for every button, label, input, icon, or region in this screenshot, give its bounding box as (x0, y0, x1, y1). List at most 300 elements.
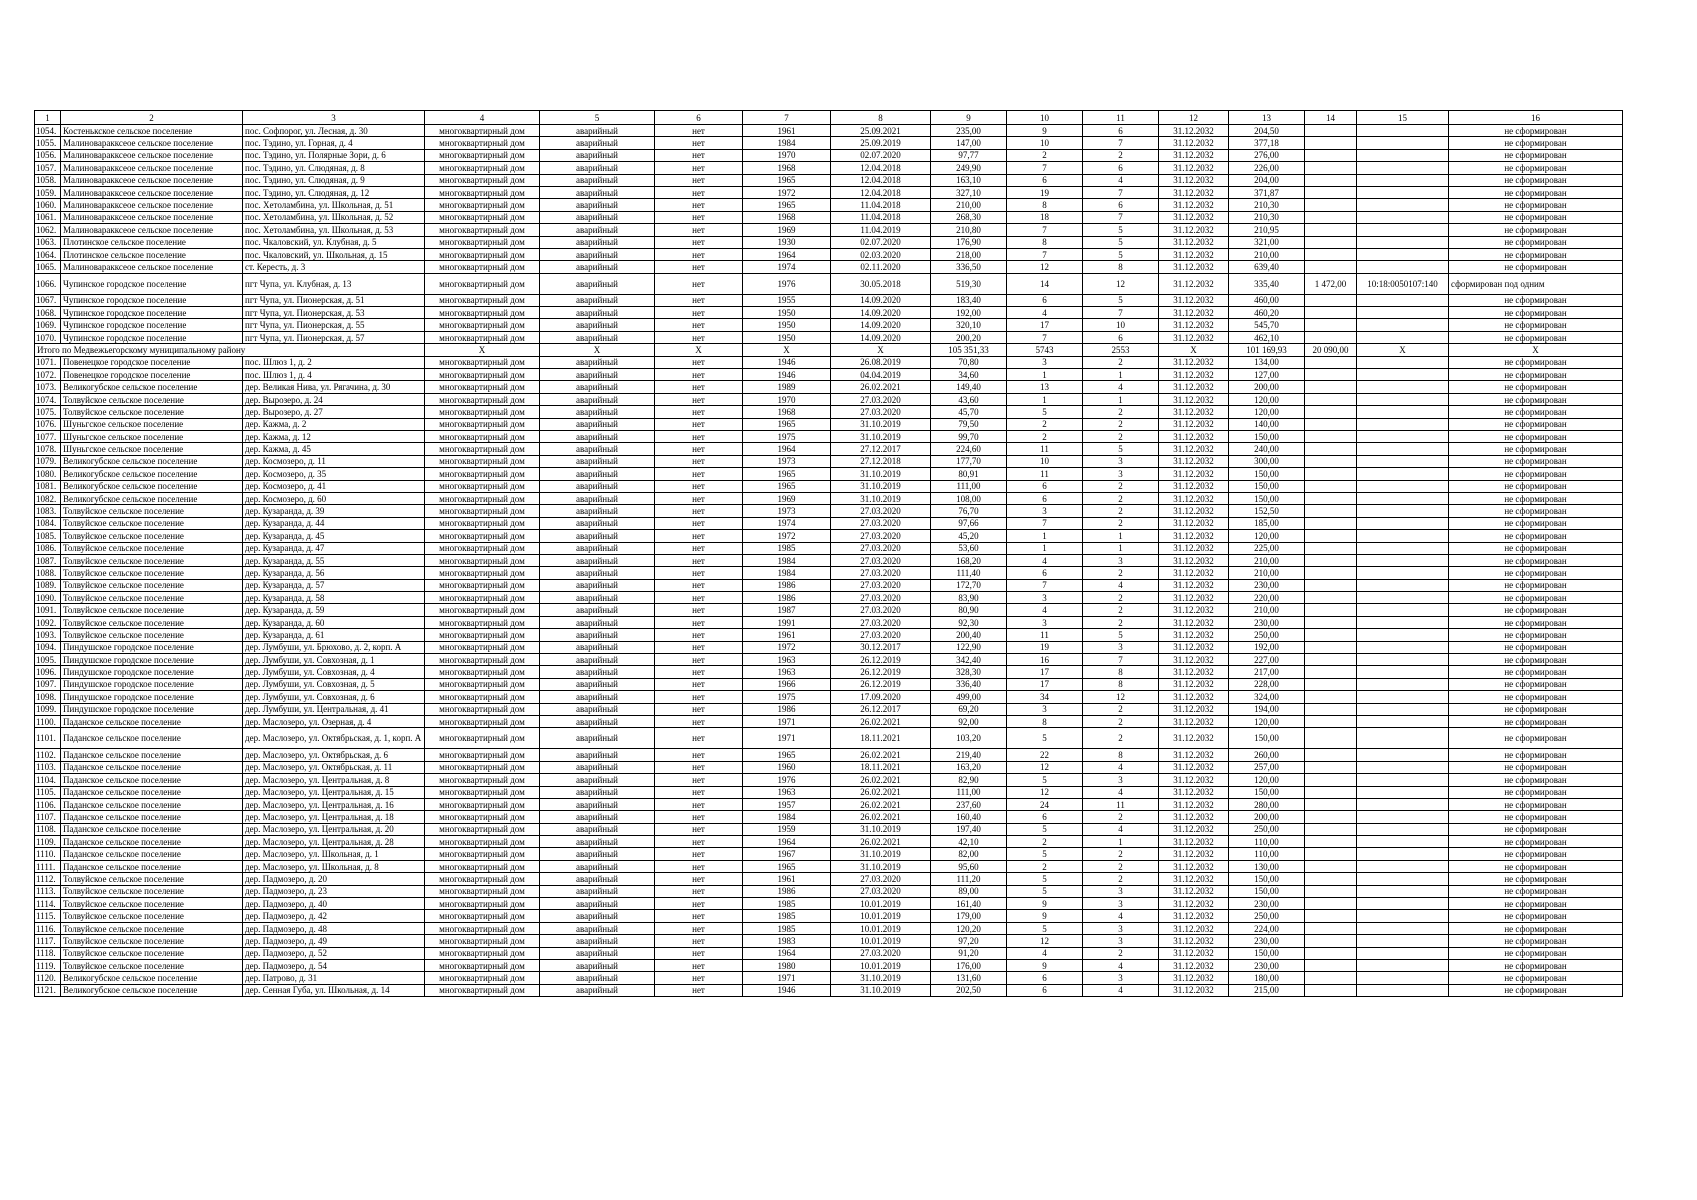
cell-cost: 204,00 (1229, 174, 1305, 186)
cell-row-number: 1091. (35, 604, 61, 616)
cell-col-6-flag: нет (655, 786, 743, 798)
cell-recognition-date: 10.01.2019 (831, 910, 931, 922)
cell-address: дер. Маслозеро, ул. Центральная, д. 8 (243, 774, 425, 786)
cell-cost: 152,50 (1229, 505, 1305, 517)
cell-condition: аварийный (540, 149, 655, 161)
cell-settlement: Великогубское сельское поселение (61, 492, 243, 504)
cell-residents: 5 (1007, 823, 1083, 835)
cell-condition: аварийный (540, 715, 655, 727)
cell-apartments: 2 (1083, 616, 1159, 628)
cell-recognition-date: 02.07.2020 (831, 236, 931, 248)
cell-settlement: Чупинское городское поселение (61, 294, 243, 306)
cell-building-type: многоквартирный дом (425, 273, 540, 294)
cell-land-status: не сформирован (1449, 224, 1623, 236)
cell-planned-date: 31.12.2032 (1159, 960, 1229, 972)
table-row (35, 393, 1623, 405)
cell-cost: 230,00 (1229, 616, 1305, 628)
cell-settlement: Толвуйское сельское поселение (61, 922, 243, 934)
cell-condition: аварийный (540, 836, 655, 848)
cell-recognition-date: 02.03.2020 (831, 248, 931, 260)
cell-col-6-flag: нет (655, 186, 743, 198)
cell-land-area (1305, 319, 1357, 331)
cell-col-6-flag: нет (655, 480, 743, 492)
cell-planned-date: 31.12.2032 (1159, 369, 1229, 381)
total-planned-date: X (1159, 344, 1229, 356)
cell-planned-date: 31.12.2032 (1159, 248, 1229, 260)
cell-row-number: 1062. (35, 224, 61, 236)
cell-condition: аварийный (540, 505, 655, 517)
cell-land-area (1305, 728, 1357, 749)
cell-condition: аварийный (540, 960, 655, 972)
table-row (35, 728, 1623, 749)
cell-cost: 460,00 (1229, 294, 1305, 306)
cell-col-6-flag: нет (655, 691, 743, 703)
cell-condition: аварийный (540, 406, 655, 418)
cell-recognition-date: 18.11.2021 (831, 728, 931, 749)
cell-row-number: 1082. (35, 492, 61, 504)
cell-cost: 240,00 (1229, 443, 1305, 455)
cell-apartments: 8 (1083, 749, 1159, 761)
cell-col-6-flag: нет (655, 319, 743, 331)
cell-condition: аварийный (540, 629, 655, 641)
cell-residents: 22 (1007, 749, 1083, 761)
cell-recognition-date: 27.03.2020 (831, 393, 931, 405)
cell-land-area (1305, 149, 1357, 161)
cell-settlement: Повенецкое городское поселение (61, 369, 243, 381)
cell-residents: 7 (1007, 579, 1083, 591)
cell-land-status: не сформирован (1449, 517, 1623, 529)
cell-recognition-date: 26.02.2021 (831, 715, 931, 727)
cell-condition: аварийный (540, 381, 655, 393)
cell-address: дер. Кажма, д. 2 (243, 418, 425, 430)
cell-year-built: 1965 (743, 418, 831, 430)
cell-apartments: 8 (1083, 261, 1159, 273)
cell-planned-date: 31.12.2032 (1159, 331, 1229, 343)
cell-settlement: Паданское сельское поселение (61, 798, 243, 810)
cell-land-status: не сформирован (1449, 505, 1623, 517)
cell-cost: 110,00 (1229, 848, 1305, 860)
cell-land-status: не сформирован (1449, 885, 1623, 897)
cell-area: 53,60 (931, 542, 1007, 554)
cell-row-number: 1065. (35, 261, 61, 273)
cell-cost: 150,00 (1229, 480, 1305, 492)
cell-cost: 639,40 (1229, 261, 1305, 273)
cell-land-area (1305, 455, 1357, 467)
total-year-built: X (743, 344, 831, 356)
cell-row-number: 1086. (35, 542, 61, 554)
cell-recognition-date: 30.05.2018 (831, 273, 931, 294)
cell-residents: 2 (1007, 149, 1083, 161)
cell-building-type: многоквартирный дом (425, 898, 540, 910)
cell-row-number: 1119. (35, 960, 61, 972)
cell-planned-date: 31.12.2032 (1159, 910, 1229, 922)
cell-col-6-flag: нет (655, 468, 743, 480)
cell-cost: 324,00 (1229, 691, 1305, 703)
cell-cost: 224,00 (1229, 922, 1305, 934)
cell-area: 91,20 (931, 947, 1007, 959)
cell-land-area (1305, 418, 1357, 430)
cell-row-number: 1096. (35, 666, 61, 678)
cell-area: 210,00 (931, 199, 1007, 211)
cell-cadastral-number (1357, 592, 1449, 604)
cell-apartments: 1 (1083, 542, 1159, 554)
cell-land-area (1305, 186, 1357, 198)
cell-land-status: не сформирован (1449, 393, 1623, 405)
table-row (35, 199, 1623, 211)
cell-condition: аварийный (540, 418, 655, 430)
cell-recognition-date: 10.01.2019 (831, 922, 931, 934)
cell-area: 519,30 (931, 273, 1007, 294)
cell-area: 122,90 (931, 641, 1007, 653)
cell-condition: аварийный (540, 468, 655, 480)
cell-address: дер. Патрово, д. 31 (243, 972, 425, 984)
total-condition: X (540, 344, 655, 356)
cell-building-type: многоквартирный дом (425, 629, 540, 641)
cell-planned-date: 31.12.2032 (1159, 691, 1229, 703)
cell-planned-date: 31.12.2032 (1159, 811, 1229, 823)
cell-cadastral-number (1357, 823, 1449, 835)
cell-address: ст. Кересть, д. 3 (243, 261, 425, 273)
cell-col-6-flag: нет (655, 369, 743, 381)
cell-cadastral-number (1357, 774, 1449, 786)
cell-col-6-flag: нет (655, 224, 743, 236)
cell-settlement: Малиноваракксеое сельское поселение (61, 224, 243, 236)
cell-planned-date: 31.12.2032 (1159, 579, 1229, 591)
cell-planned-date: 31.12.2032 (1159, 162, 1229, 174)
cell-address: дер. Сенная Губа, ул. Школьная, д. 14 (243, 984, 425, 996)
cell-address: дер. Лумбуши, ул. Совхозная, д. 6 (243, 691, 425, 703)
cell-land-status: не сформирован (1449, 149, 1623, 161)
cell-apartments: 6 (1083, 125, 1159, 137)
cell-residents: 8 (1007, 199, 1083, 211)
cell-land-status: не сформирован (1449, 579, 1623, 591)
cell-residents: 7 (1007, 224, 1083, 236)
register-table-container (34, 110, 1622, 997)
cell-col-6-flag: нет (655, 406, 743, 418)
cell-address: дер. Маслозеро, ул. Школьная, д. 8 (243, 860, 425, 872)
cell-row-number: 1074. (35, 393, 61, 405)
cell-year-built: 1985 (743, 898, 831, 910)
cell-address: дер. Маслозеро, ул. Школьная, д. 1 (243, 848, 425, 860)
cell-planned-date: 31.12.2032 (1159, 654, 1229, 666)
cell-cost: 276,00 (1229, 149, 1305, 161)
table-row (35, 786, 1623, 798)
cell-apartments: 2 (1083, 149, 1159, 161)
cell-year-built: 1989 (743, 381, 831, 393)
cell-recognition-date: 26.02.2021 (831, 836, 931, 848)
cell-year-built: 1965 (743, 468, 831, 480)
cell-land-status: не сформирован (1449, 798, 1623, 810)
cell-residents: 17 (1007, 319, 1083, 331)
cell-recognition-date: 17.09.2020 (831, 691, 931, 703)
cell-settlement: Толвуйское сельское поселение (61, 567, 243, 579)
cell-cadastral-number (1357, 579, 1449, 591)
cell-area: 149,40 (931, 381, 1007, 393)
cell-apartments: 3 (1083, 774, 1159, 786)
table-row (35, 836, 1623, 848)
cell-residents: 4 (1007, 554, 1083, 566)
cell-apartments: 2 (1083, 947, 1159, 959)
cell-apartments: 2 (1083, 480, 1159, 492)
cell-land-area (1305, 592, 1357, 604)
cell-cadastral-number (1357, 848, 1449, 860)
cell-planned-date: 31.12.2032 (1159, 798, 1229, 810)
cell-apartments: 7 (1083, 307, 1159, 319)
table-row (35, 823, 1623, 835)
cell-land-area (1305, 678, 1357, 690)
cell-col-6-flag: нет (655, 174, 743, 186)
cell-planned-date: 31.12.2032 (1159, 592, 1229, 604)
cell-cost: 127,00 (1229, 369, 1305, 381)
cell-cost: 210,00 (1229, 554, 1305, 566)
cell-row-number: 1077. (35, 430, 61, 442)
cell-cost: 210,95 (1229, 224, 1305, 236)
cell-year-built: 1973 (743, 505, 831, 517)
cell-settlement: Малиноваракксеое сельское поселение (61, 174, 243, 186)
cell-col-6-flag: нет (655, 356, 743, 368)
cell-col-6-flag: нет (655, 307, 743, 319)
cell-area: 235,00 (931, 125, 1007, 137)
cell-cost: 460,20 (1229, 307, 1305, 319)
cell-recognition-date: 11.04.2018 (831, 211, 931, 223)
cell-area: 43,60 (931, 393, 1007, 405)
cell-apartments: 5 (1083, 629, 1159, 641)
table-row (35, 774, 1623, 786)
cell-row-number: 1090. (35, 592, 61, 604)
cell-residents: 14 (1007, 273, 1083, 294)
cell-residents: 9 (1007, 898, 1083, 910)
cell-residents: 1 (1007, 530, 1083, 542)
cell-recognition-date: 25.09.2019 (831, 137, 931, 149)
cell-land-status: не сформирован (1449, 480, 1623, 492)
cell-settlement: Паданское сельское поселение (61, 786, 243, 798)
cell-cadastral-number: 10:18:0050107:140 (1357, 273, 1449, 294)
cell-condition: аварийный (540, 567, 655, 579)
cell-residents: 6 (1007, 567, 1083, 579)
cell-land-status: не сформирован (1449, 811, 1623, 823)
cell-land-area (1305, 749, 1357, 761)
cell-land-status: не сформирован (1449, 786, 1623, 798)
cell-cost: 120,00 (1229, 715, 1305, 727)
cell-settlement: Пиндушское городское поселение (61, 666, 243, 678)
cell-apartments: 2 (1083, 492, 1159, 504)
cell-planned-date: 31.12.2032 (1159, 898, 1229, 910)
cell-land-area (1305, 666, 1357, 678)
table-row (35, 468, 1623, 480)
cell-land-area (1305, 641, 1357, 653)
cell-planned-date: 31.12.2032 (1159, 480, 1229, 492)
cell-residents: 6 (1007, 174, 1083, 186)
cell-col-6-flag: нет (655, 823, 743, 835)
cell-row-number: 1121. (35, 984, 61, 996)
cell-planned-date: 31.12.2032 (1159, 666, 1229, 678)
cell-apartments: 5 (1083, 236, 1159, 248)
cell-row-number: 1118. (35, 947, 61, 959)
cell-row-number: 1059. (35, 186, 61, 198)
cell-year-built: 1964 (743, 443, 831, 455)
cell-address: дер. Кажма, д. 45 (243, 443, 425, 455)
cell-year-built: 1961 (743, 125, 831, 137)
cell-col-6-flag: нет (655, 579, 743, 591)
cell-area: 197,40 (931, 823, 1007, 835)
total-cost: 101 169,93 (1229, 344, 1305, 356)
cell-apartments: 3 (1083, 885, 1159, 897)
cell-cost: 180,00 (1229, 972, 1305, 984)
cell-land-area (1305, 947, 1357, 959)
cell-condition: аварийный (540, 125, 655, 137)
cell-address: дер. Кажма, д. 12 (243, 430, 425, 442)
cell-apartments: 2 (1083, 811, 1159, 823)
cell-col-6-flag: нет (655, 517, 743, 529)
cell-recognition-date: 12.04.2018 (831, 186, 931, 198)
cell-area: 111,20 (931, 873, 1007, 885)
table-row (35, 848, 1623, 860)
cell-row-number: 1107. (35, 811, 61, 823)
cell-col-6-flag: нет (655, 261, 743, 273)
cell-apartments: 7 (1083, 137, 1159, 149)
cell-condition: аварийный (540, 273, 655, 294)
cell-residents: 5 (1007, 728, 1083, 749)
cell-row-number: 1115. (35, 910, 61, 922)
cell-area: 97,77 (931, 149, 1007, 161)
cell-building-type: многоквартирный дом (425, 860, 540, 872)
cell-condition: аварийный (540, 186, 655, 198)
cell-apartments: 4 (1083, 174, 1159, 186)
cell-area: 89,00 (931, 885, 1007, 897)
cell-settlement: Шуньгское сельское поселение (61, 443, 243, 455)
cell-address: дер. Падмозеро, д. 49 (243, 935, 425, 947)
cell-residents: 3 (1007, 356, 1083, 368)
cell-row-number: 1060. (35, 199, 61, 211)
cell-area: 76,70 (931, 505, 1007, 517)
cell-apartments: 4 (1083, 786, 1159, 798)
cell-planned-date: 31.12.2032 (1159, 418, 1229, 430)
cell-settlement: Малиноваракксеое сельское поселение (61, 186, 243, 198)
cell-cadastral-number (1357, 984, 1449, 996)
cell-land-area (1305, 294, 1357, 306)
cell-year-built: 1950 (743, 307, 831, 319)
cell-row-number: 1058. (35, 174, 61, 186)
cell-address: дер. Маслозеро, ул. Озерная, д. 4 (243, 715, 425, 727)
cell-cadastral-number (1357, 505, 1449, 517)
cell-building-type: многоквартирный дом (425, 604, 540, 616)
table-row (35, 443, 1623, 455)
cell-land-area (1305, 910, 1357, 922)
cell-land-status: не сформирован (1449, 922, 1623, 934)
cell-year-built: 1970 (743, 149, 831, 161)
cell-cadastral-number (1357, 922, 1449, 934)
table-row (35, 703, 1623, 715)
cell-year-built: 1964 (743, 836, 831, 848)
cell-cost: 120,00 (1229, 774, 1305, 786)
cell-cadastral-number (1357, 860, 1449, 872)
cell-settlement: Толвуйское сельское поселение (61, 592, 243, 604)
cell-residents: 2 (1007, 836, 1083, 848)
cell-row-number: 1070. (35, 331, 61, 343)
cell-col-6-flag: нет (655, 898, 743, 910)
cell-planned-date: 31.12.2032 (1159, 443, 1229, 455)
cell-cadastral-number (1357, 629, 1449, 641)
cell-row-number: 1071. (35, 356, 61, 368)
cell-row-number: 1108. (35, 823, 61, 835)
cell-col-6-flag: нет (655, 654, 743, 666)
cell-apartments: 4 (1083, 984, 1159, 996)
cell-planned-date: 31.12.2032 (1159, 703, 1229, 715)
cell-land-area (1305, 468, 1357, 480)
cell-settlement: Малиноваракксеое сельское поселение (61, 211, 243, 223)
cell-condition: аварийный (540, 811, 655, 823)
cell-land-area (1305, 174, 1357, 186)
cell-address: пгт Чупа, ул. Клубная, д. 13 (243, 273, 425, 294)
cell-recognition-date: 27.03.2020 (831, 567, 931, 579)
column-header-9: 9 (931, 111, 1007, 125)
cell-cadastral-number (1357, 224, 1449, 236)
cell-building-type: многоквартирный дом (425, 984, 540, 996)
cell-year-built: 1946 (743, 984, 831, 996)
cell-planned-date: 31.12.2032 (1159, 517, 1229, 529)
cell-recognition-date: 27.03.2020 (831, 554, 931, 566)
table-row (35, 125, 1623, 137)
cell-address: пос. Чкаловский, ул. Школьная, д. 15 (243, 248, 425, 260)
cell-land-area (1305, 492, 1357, 504)
cell-building-type: многоквартирный дом (425, 972, 540, 984)
cell-cadastral-number (1357, 691, 1449, 703)
cell-cost: 321,00 (1229, 236, 1305, 248)
cell-address: дер. Космозеро, д. 35 (243, 468, 425, 480)
cell-row-number: 1112. (35, 873, 61, 885)
cell-address: дер. Кузаранда, д. 39 (243, 505, 425, 517)
table-row (35, 616, 1623, 628)
cell-year-built: 1976 (743, 774, 831, 786)
cell-condition: аварийный (540, 592, 655, 604)
cell-address: пос. Чкаловский, ул. Клубная, д. 5 (243, 236, 425, 248)
cell-residents: 17 (1007, 678, 1083, 690)
cell-address: пос. Софпорог, ул. Лесная, д. 30 (243, 125, 425, 137)
cell-cadastral-number (1357, 393, 1449, 405)
cell-cost: 150,00 (1229, 873, 1305, 885)
cell-condition: аварийный (540, 224, 655, 236)
column-header-2: 2 (61, 111, 243, 125)
cell-cost: 227,00 (1229, 654, 1305, 666)
cell-building-type: многоквартирный дом (425, 294, 540, 306)
cell-apartments: 1 (1083, 393, 1159, 405)
cell-residents: 9 (1007, 910, 1083, 922)
cell-address: пос. Шлюз 1, д. 4 (243, 369, 425, 381)
cell-land-area (1305, 261, 1357, 273)
cell-col-6-flag: нет (655, 455, 743, 467)
cell-settlement: Толвуйское сельское поселение (61, 616, 243, 628)
cell-settlement: Толвуйское сельское поселение (61, 910, 243, 922)
cell-col-6-flag: нет (655, 162, 743, 174)
cell-address: дер. Великая Нива, ул. Рягачина, д. 30 (243, 381, 425, 393)
cell-condition: аварийный (540, 641, 655, 653)
cell-planned-date: 31.12.2032 (1159, 715, 1229, 727)
cell-cost: 210,00 (1229, 248, 1305, 260)
table-row (35, 307, 1623, 319)
cell-cost: 150,00 (1229, 728, 1305, 749)
cell-building-type: многоквартирный дом (425, 666, 540, 678)
table-row (35, 356, 1623, 368)
cell-building-type: многоквартирный дом (425, 480, 540, 492)
cell-apartments: 2 (1083, 517, 1159, 529)
cell-residents: 16 (1007, 654, 1083, 666)
cell-year-built: 1984 (743, 137, 831, 149)
cell-col-6-flag: нет (655, 947, 743, 959)
cell-settlement: Толвуйское сельское поселение (61, 505, 243, 517)
table-row (35, 406, 1623, 418)
cell-settlement: Толвуйское сельское поселение (61, 542, 243, 554)
cell-address: дер. Кузаранда, д. 44 (243, 517, 425, 529)
